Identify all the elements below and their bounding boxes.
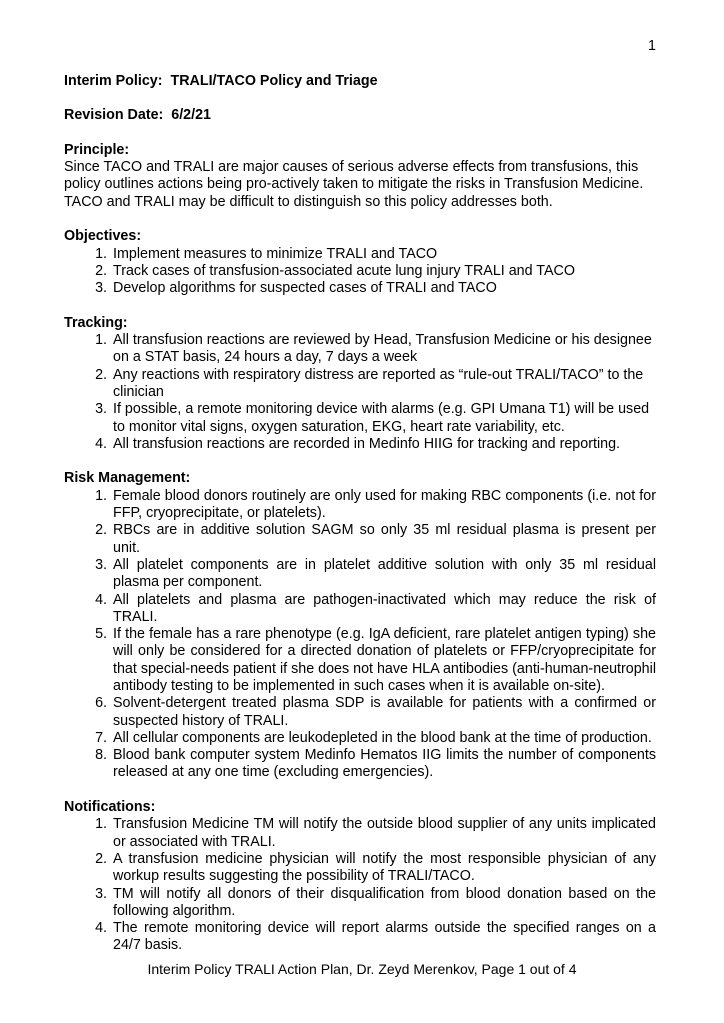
- list-item: 3. Develop algorithms for suspected cases of TRALI and TACO: [111, 280, 656, 297]
- page-footer: Interim Policy TRALI Action Plan, Dr. Zeyd Merenkov, Page 1 out of 4: [147, 961, 577, 977]
- section-heading-objectives: Objectives:: [64, 228, 142, 245]
- list-item: 6. Solvent-detergent treated plasma SDP is available for patients with a confirmed or suspected history of TRALI.: [111, 695, 656, 730]
- list-item: 5. If the female has a rare phenotype (e.g. IgA deficient, rare platelet antigen typing) she will only be considered for a directed donation of platelets or FFP/cryoprecipitate for that special-needs patient if she does not have HLA antibodies (anti-human-neutrophil antibody testing to be implemented in such cases when it is available on-site).: [111, 626, 656, 695]
- list-item: 2. RBCs are in additive solution SAGM so only 35 ml residual plasma is present per unit.: [111, 522, 656, 557]
- page-number: 1: [648, 38, 656, 54]
- list-item: 1. Implement measures to minimize TRALI and TACO: [111, 246, 656, 263]
- principle-paragraph: Since TACO and TRALI are major causes of serious adverse effects from transfusions, this policy outlines actions being pro-actively taken to mitigate the risks in Transfusion Medicine. TACO and TRALI may be difficult to distinguish so this policy addresses both.: [64, 159, 644, 210]
- section-heading-tracking: Tracking:: [64, 314, 128, 331]
- section-heading-risk-management: Risk Management:: [64, 470, 191, 487]
- list-item: 1. Transfusion Medicine TM will notify the outside blood supplier of any units implicated or associated with TRALI.: [111, 816, 656, 851]
- revision-date: Revision Date: 6/2/21: [64, 107, 212, 124]
- list-item: 4. All platelets and plasma are pathogen-inactivated which may reduce the risk of TRALI.: [111, 592, 656, 627]
- risk-management-list: [64, 488, 656, 782]
- list-item: 4. The remote monitoring device will report alarms outside the specified ranges on a 24/7 basis.: [111, 920, 656, 955]
- section-risk-management: [64, 470, 656, 781]
- list-item: 3. TM will notify all donors of their disqualification from blood donation based on the following algorithm.: [111, 886, 656, 921]
- section-tracking: [64, 315, 656, 453]
- list-item: 2. A transfusion medicine physician will notify the most responsible physician of any workup results suggesting the possibility of TRALI/TACO.: [111, 851, 656, 886]
- section-notifications: [64, 799, 656, 955]
- section-objectives: [64, 228, 656, 297]
- notifications-list: [64, 816, 656, 954]
- list-item: 3. All platelet components are in platelet additive solution with only 35 ml residual plasma per component.: [111, 557, 656, 592]
- document-title: Interim Policy: TRALI/TACO Policy and Triage: [64, 72, 378, 89]
- list-item: 3. If possible, a remote monitoring device with alarms (e.g. GPI Umana T1) will be used to monitor vital signs, oxygen saturation, EKG, heart rate variability, etc.: [111, 401, 656, 436]
- tracking-list: [64, 332, 656, 453]
- list-item: 2. Track cases of transfusion-associated acute lung injury TRALI and TACO: [111, 263, 656, 280]
- list-item: 8. Blood bank computer system Medinfo Hematos IIG limits the number of components released at any one time (excluding emergencies).: [111, 747, 656, 782]
- section-principle: [64, 142, 656, 211]
- objectives-list: [64, 246, 656, 298]
- list-item: 4. All transfusion reactions are recorded in Medinfo HIIG for tracking and reporting.: [111, 436, 656, 453]
- list-item: 1. All transfusion reactions are reviewed by Head, Transfusion Medicine or his designee on a STAT basis, 24 hours a day, 7 days a week: [111, 332, 656, 367]
- list-item: 2. Any reactions with respiratory distress are reported as “rule-out TRALI/TACO” to the clinician: [111, 367, 656, 402]
- list-item: 7. All cellular components are leukodepleted in the blood bank at the time of production.: [111, 730, 656, 747]
- section-heading-principle: Principle:: [64, 141, 130, 158]
- section-heading-notifications: Notifications:: [64, 799, 156, 816]
- list-item: 1. Female blood donors routinely are only used for making RBC components (i.e. not for FFP, cryoprecipitate, or platelets).: [111, 488, 656, 523]
